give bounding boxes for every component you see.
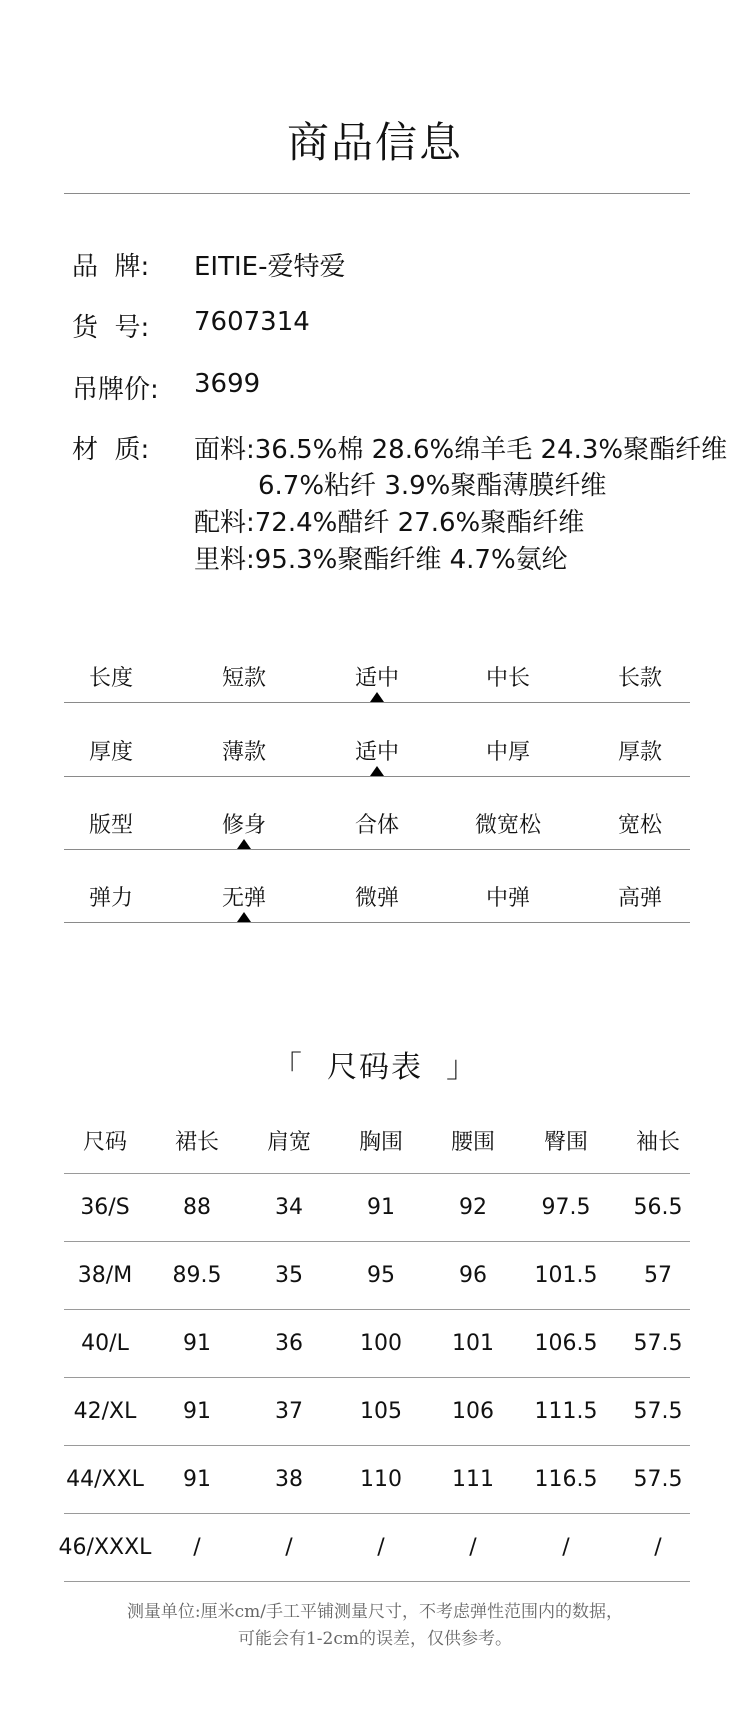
- table-row: [64, 1174, 690, 1242]
- table-row: [64, 1446, 690, 1514]
- attribute-option: 宽松: [617, 813, 662, 838]
- table-cell: 110: [360, 1467, 402, 1492]
- table-cell: /: [377, 1535, 385, 1560]
- table-cell: 36: [275, 1331, 303, 1356]
- material-line: 6.7%粘纤 3.9%聚酯薄膜纤维: [258, 471, 607, 501]
- table-cell: 95: [367, 1263, 395, 1288]
- measurement-note-line1: 测量单位:厘米cm/手工平铺测量尺寸，不考虑弹性范围内的数据，: [126, 1602, 624, 1622]
- brand-value: EITIE-爱特爱: [194, 252, 346, 282]
- attribute-option: 高弹: [617, 886, 662, 911]
- size-chart-table: [58, 1120, 690, 1582]
- attribute-option: 中长: [485, 666, 530, 691]
- item-no-label: 货 号:: [72, 313, 150, 343]
- table-cell: 46/XXXL: [58, 1535, 152, 1560]
- table-cell: /: [562, 1535, 570, 1560]
- price-value: 3699: [194, 369, 261, 399]
- table-cell: 37: [275, 1399, 303, 1424]
- item-no-value: 7607314: [194, 307, 310, 337]
- column-header: 尺码: [82, 1130, 127, 1155]
- attribute-row: [64, 808, 690, 854]
- table-cell: 36/S: [80, 1195, 130, 1220]
- table-row: [58, 1514, 690, 1582]
- size-chart-title: 「 尺码表 」: [271, 1050, 479, 1085]
- table-cell: 100: [360, 1331, 402, 1356]
- table-cell: 57: [644, 1263, 672, 1288]
- table-cell: 88: [183, 1195, 211, 1220]
- attribute-option: 长款: [617, 666, 662, 691]
- attribute-name: 版型: [88, 813, 133, 838]
- table-cell: 91: [183, 1467, 211, 1492]
- column-header: 胸围: [358, 1130, 403, 1155]
- attribute-row: [64, 881, 690, 927]
- title-divider: [64, 193, 690, 194]
- table-cell: 44/XXL: [66, 1467, 144, 1492]
- column-header: 肩宽: [266, 1130, 311, 1155]
- price-label: 吊牌价:: [72, 375, 159, 405]
- attribute-option: 无弹: [221, 886, 266, 911]
- table-cell: /: [285, 1535, 293, 1560]
- attribute-option: 中弹: [485, 886, 530, 911]
- attribute-option: 中厚: [485, 740, 530, 765]
- table-cell: 57.5: [633, 1467, 683, 1492]
- table-cell: /: [469, 1535, 477, 1560]
- attribute-option: 适中: [354, 666, 399, 691]
- attribute-divider: [64, 776, 690, 777]
- table-row: [64, 1242, 690, 1310]
- table-cell: 91: [183, 1399, 211, 1424]
- brand-label: 品 牌:: [72, 252, 150, 282]
- selected-marker-icon: [370, 692, 384, 702]
- table-cell: 56.5: [633, 1195, 683, 1220]
- table-cell: 92: [459, 1195, 487, 1220]
- table-cell: /: [193, 1535, 201, 1560]
- column-header: 袖长: [635, 1130, 680, 1155]
- table-cell: 89.5: [172, 1263, 222, 1288]
- attribute-name: 厚度: [88, 740, 133, 765]
- selected-marker-icon: [237, 912, 251, 922]
- table-cell: 38: [275, 1467, 303, 1492]
- table-cell: 105: [360, 1399, 402, 1424]
- table-cell: 101.5: [534, 1263, 598, 1288]
- page-title: 商品信息: [286, 118, 463, 167]
- attribute-option: 薄款: [221, 740, 266, 765]
- table-cell: 38/M: [77, 1263, 133, 1288]
- table-cell: 101: [452, 1331, 494, 1356]
- attribute-option: 厚款: [617, 740, 662, 765]
- attribute-option: 微弹: [354, 886, 399, 911]
- selected-marker-icon: [237, 839, 251, 849]
- attribute-divider: [64, 922, 690, 923]
- material-line: 面料:36.5%棉 28.6%绵羊毛 24.3%聚酯纤维: [194, 435, 728, 465]
- table-cell: 40/L: [81, 1331, 129, 1356]
- table-cell: 106: [452, 1399, 494, 1424]
- selected-marker-icon: [370, 766, 384, 776]
- attribute-option: 合体: [354, 813, 399, 838]
- column-header: 腰围: [450, 1130, 495, 1155]
- table-cell: 106.5: [534, 1331, 598, 1356]
- table-cell: 57.5: [633, 1331, 683, 1356]
- table-cell: 96: [459, 1263, 487, 1288]
- table-header-row: [64, 1120, 690, 1174]
- table-cell: 57.5: [633, 1399, 683, 1424]
- attribute-option: 适中: [354, 740, 399, 765]
- table-cell: 42/XL: [73, 1399, 137, 1424]
- material-label: 材 质:: [72, 435, 150, 465]
- table-cell: 34: [275, 1195, 303, 1220]
- table-cell: 91: [367, 1195, 395, 1220]
- table-row: [64, 1310, 690, 1378]
- table-cell: 116.5: [534, 1467, 598, 1492]
- material-line: 里料:95.3%聚酯纤维 4.7%氨纶: [194, 545, 568, 575]
- measurement-note-line2: 可能会有1-2cm的误差，仅供参考。: [237, 1629, 513, 1649]
- attribute-option: 修身: [221, 813, 266, 838]
- material-line: 配料:72.4%醋纤 27.6%聚酯纤维: [194, 508, 585, 538]
- table-cell: 111: [452, 1467, 494, 1492]
- table-cell: 91: [183, 1331, 211, 1356]
- table-cell: 97.5: [541, 1195, 591, 1220]
- attribute-option: 微宽松: [474, 813, 541, 838]
- attribute-divider: [64, 849, 690, 850]
- table-cell: /: [654, 1535, 662, 1560]
- table-row: [64, 1378, 690, 1446]
- attribute-name: 长度: [88, 666, 133, 691]
- column-header: 裙长: [174, 1130, 219, 1155]
- attribute-option: 短款: [221, 666, 266, 691]
- table-cell: 35: [275, 1263, 303, 1288]
- table-cell: 111.5: [534, 1399, 598, 1424]
- attribute-divider: [64, 702, 690, 703]
- column-header: 臀围: [543, 1130, 588, 1155]
- attribute-name: 弹力: [88, 886, 133, 911]
